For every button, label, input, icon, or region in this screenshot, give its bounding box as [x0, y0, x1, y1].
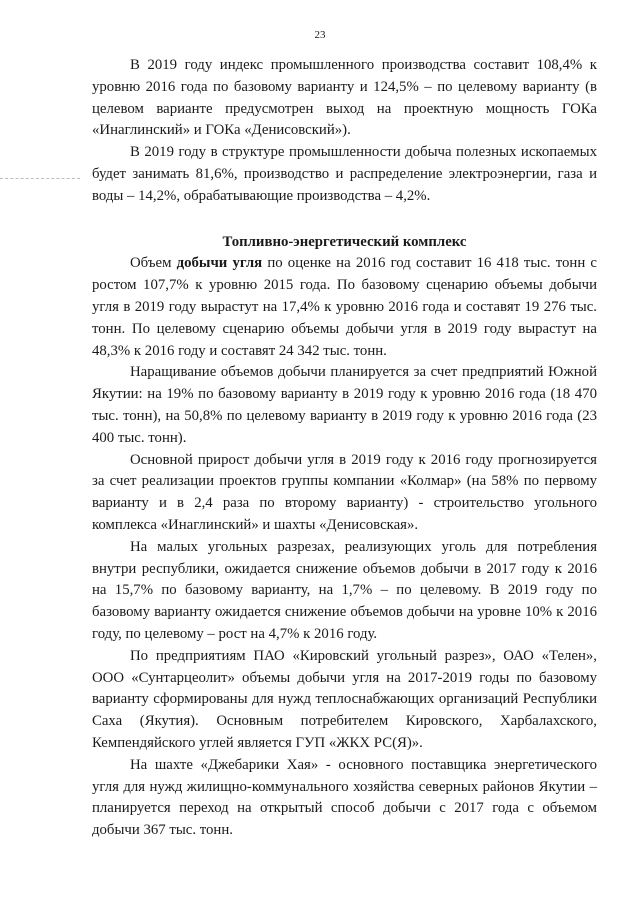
paragraph-enterprises: По предприятиям ПАО «Кировский угольный разрез», ОАО «Телен», ООО «Сунтарцеолит» объемы добычи угля на 2017-2019 годы по базовому варианту сформированы для нужд теплоснабжающих организаций Республики Саха (Якутия). Основным потребителем Кировского, Харбалахского, Кемпендяйского углей является ГУП «ЖКХ РС(Я)».: [92, 647, 597, 751]
coal-volume-bold-term: добычи угля: [176, 255, 263, 272]
paragraph-dzhebariki-haya: На шахте «Джебарики Хая» - основного поставщика энергетического угля для нужд жилищно-коммунального хозяйства северных районов Якутии – планируется переход на открытый способ добычи с 2017 года с объемом добычи 367 тыс. тонн.: [92, 756, 597, 839]
paragraph-industrial-index: В 2019 году индекс промышленного производства составит 108,4% к уровню 2016 года по базовому варианту и 124,5% – по целевому варианту (в целевом варианте предусмотрен выход на проектную мощность ГОКа «Инаглинский» и ГОКа «Денисовский»).: [92, 57, 597, 139]
paragraph-industry-structure: В 2019 году в структуре промышленности добыча полезных ископаемых будет занимать 81,6%, производство и распределение электроэнергии, газа и воды – 14,2%, обрабатывающие производства – 4,2%.: [92, 144, 597, 204]
paragraph-south-yakutia: Наращивание объемов добычи планируется за счет предприятий Южной Якутии: на 19% по базовому варианту в 2019 году к уровню 2016 года (18 470 тыс. тонн), на 50,8% по целевому варианту в 2019 году к уровню 2016 года (23 400 тыс. тонн).: [92, 364, 597, 446]
coal-volume-text: по оценке на 2016 год составит 16 418 тыс. тонн с ростом 107,7% к уровню 2015 года. По базовому сценарию объемы добычи угля в 2019 году вырастут на 17,4% к уровню 2016 года и составят 19 276 тыс. тонн. По целевому сценарию объемы добычи угля в 2019 году вырастут на 48,3% к 2016 году и составят 24 342 тыс. тонн.: [92, 255, 597, 359]
paragraph-coal-volume: [92, 253, 597, 362]
page-number: 23: [314, 29, 326, 41]
section-heading: Топливно-энергетический комплекс: [222, 233, 467, 250]
coal-volume-intro: Объем: [130, 255, 177, 272]
document-body: [92, 55, 597, 842]
margin-dashed-line: [0, 178, 80, 179]
paragraph-small-pits: На малых угольных разрезах, реализующих уголь для потребления внутри республики, ожидается снижение объемов добычи в 2017 году к 2016 на 15,7% по базовому варианту, на 1,7% – по целевому. В 2019 году по базовому варианту ожидается снижение объемов добычи на уровне 10% к 2016 году, по целевому – рост на 4,7% к 2016 году.: [92, 538, 597, 642]
paragraph-kolmar-growth: Основной прирост добычи угля в 2019 году к 2016 году прогнозируется за счет реализации проектов группы компании «Колмар» (на 58% по первому варианту и в 2,4 раза по второму варианту) - строительство угольного комплекса «Инаглинский» и шахты «Денисовская».: [92, 451, 597, 533]
